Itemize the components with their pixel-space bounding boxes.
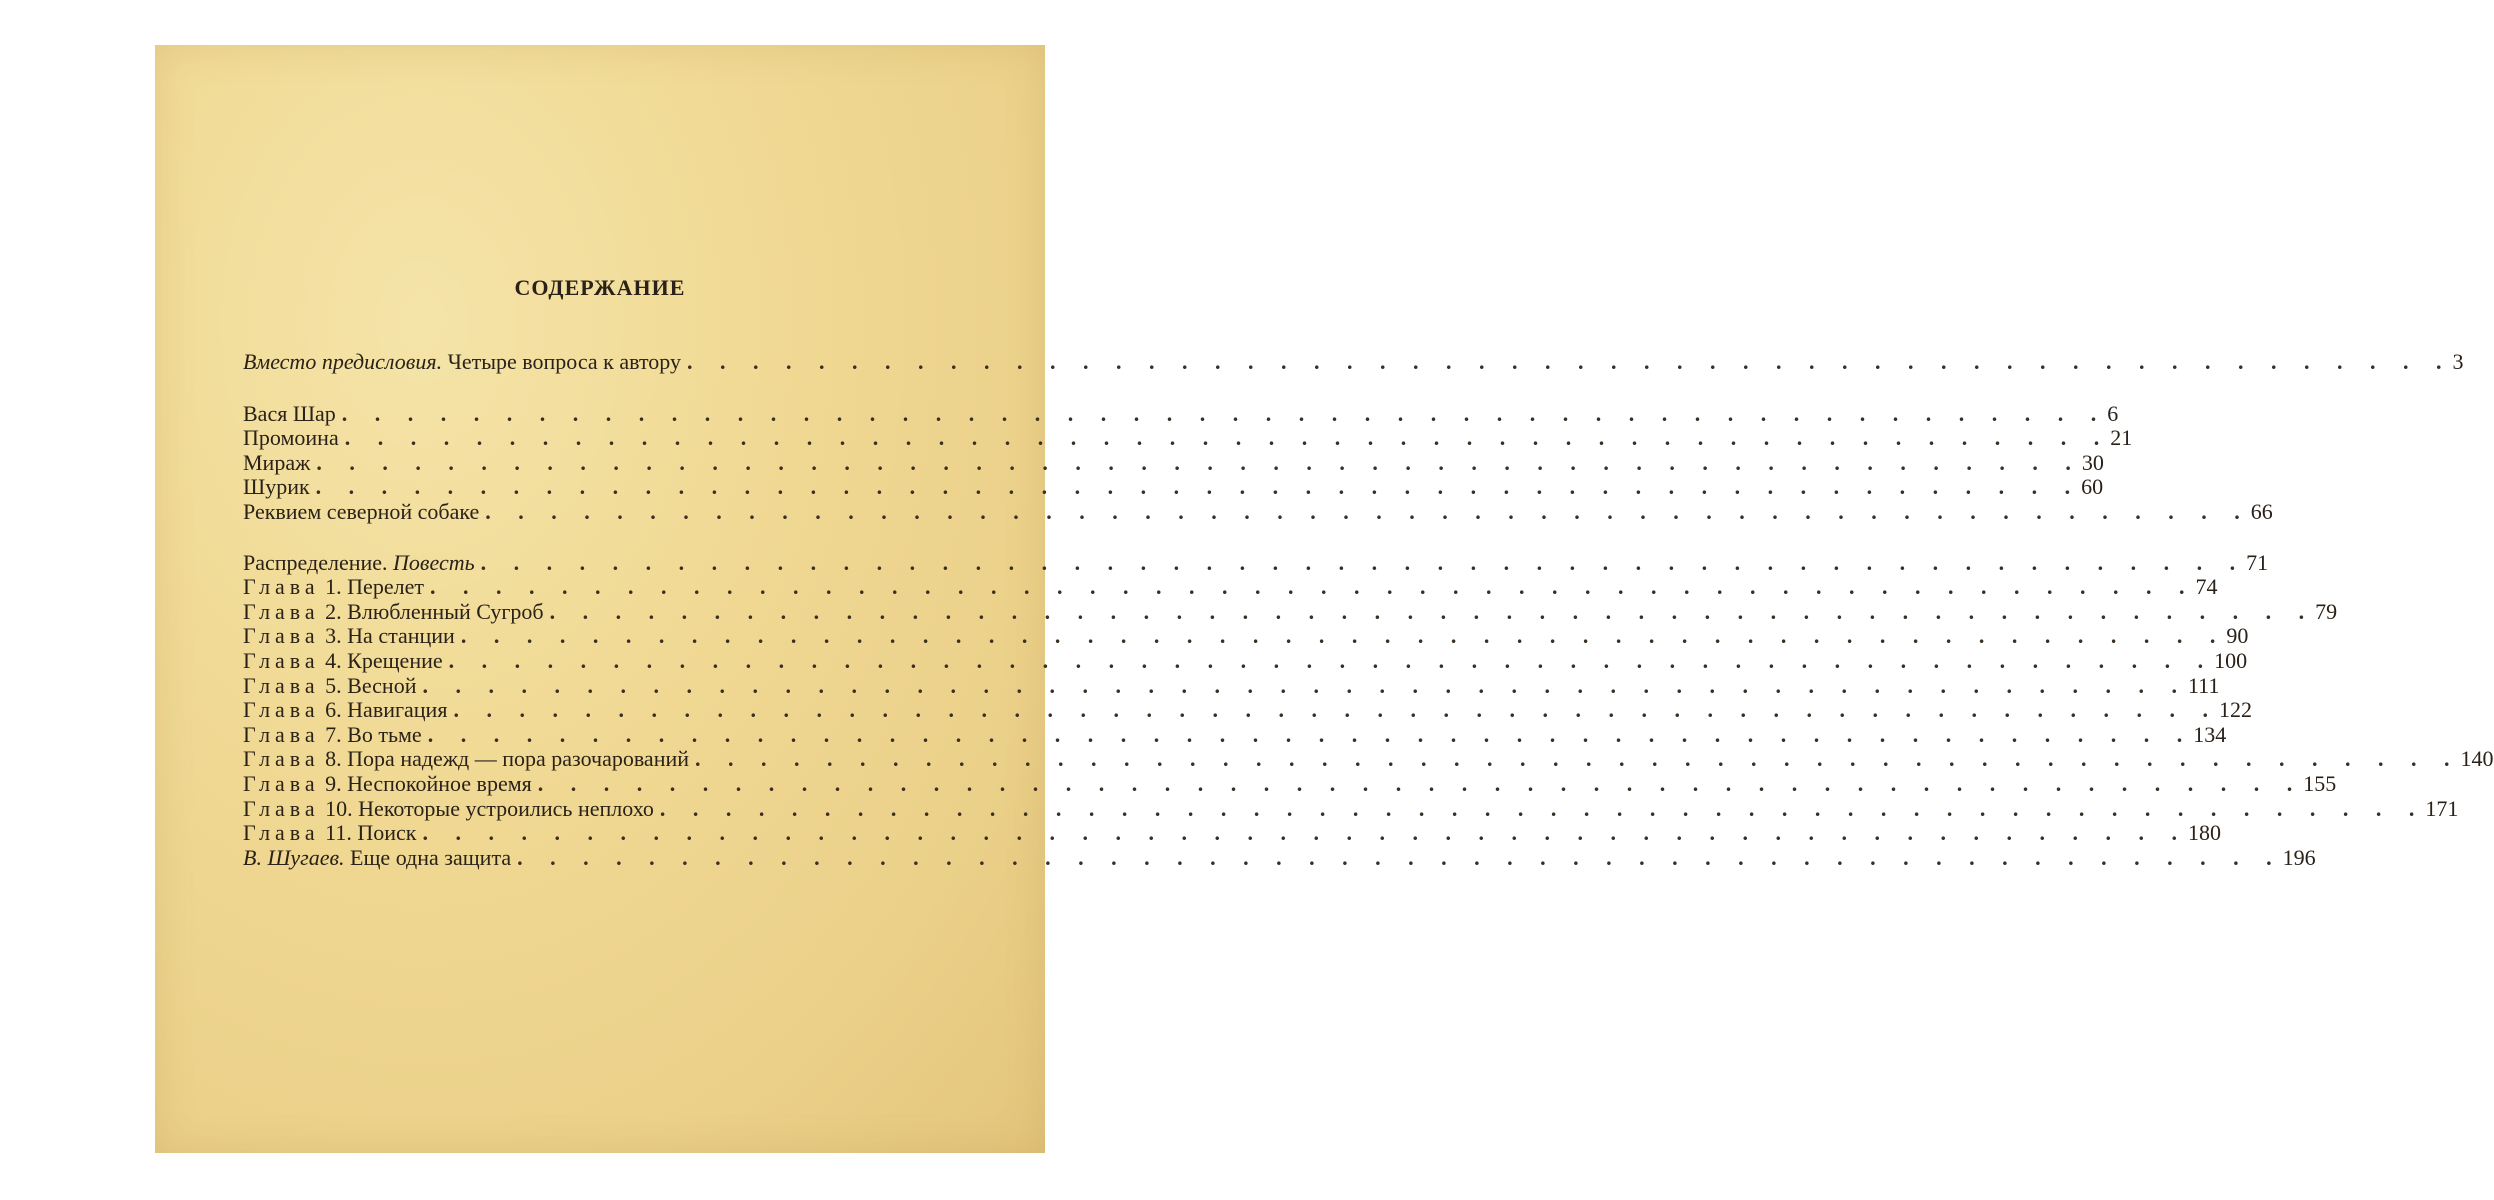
chapter-prefix: Глава xyxy=(243,623,320,649)
toc-entry-preface xyxy=(243,349,2464,375)
toc-entry-label xyxy=(243,551,481,576)
page-number: 171 xyxy=(2425,795,2459,821)
page-number: 66 xyxy=(2250,498,2273,524)
dot-leader: . . . . . . . . . . . . . . . . . . . . . . . . . . . . . . . . . . . . . . . . . . . . . . . . . . . . . . xyxy=(686,349,2453,374)
toc-entry-chapter xyxy=(243,820,2221,846)
toc-entry-afterword xyxy=(243,844,2316,871)
section-gap xyxy=(243,525,989,551)
toc-entry-story xyxy=(243,474,2104,500)
page-number: 71 xyxy=(2246,549,2269,575)
toc-entry-chapter xyxy=(243,574,2218,600)
preface-text: Четыре вопроса к автору xyxy=(442,349,681,374)
toc-entry-label: Реквием северной собаке xyxy=(243,498,480,524)
chapter-prefix: Глава xyxy=(243,746,320,772)
page-number: 155 xyxy=(2303,770,2337,796)
page-number: 30 xyxy=(2081,449,2104,475)
dot-leader: . . . . . . . . . . . . . . . . . . . . . . . . . . . . . . . . . . . . . . . . . . . . . . . . . . . . . . xyxy=(344,425,2111,451)
chapter-title: 10. Некоторые устроились неплохо xyxy=(319,795,654,821)
dot-leader: . . . . . . . . . . . . . . . . . . . . . . . . . . . . . . . . . . . . . . . . . . . . . . . . . . . . . . xyxy=(341,400,2108,426)
dot-leader: . . . . . . . . . . . . . . . . . . . . . . . . . . . . . . . . . . . . . . . . . . . . . . . . . . . . . . xyxy=(453,697,2219,723)
page-number: 6 xyxy=(2107,400,2119,426)
chapter-title: 5. Весной xyxy=(319,672,417,698)
chapter-prefix: Глава xyxy=(243,697,320,723)
toc-entry-label: Промоина xyxy=(243,425,339,451)
toc-entry-label xyxy=(243,600,550,625)
toc-entry-label xyxy=(243,350,687,375)
page-number: 74 xyxy=(2195,574,2218,600)
page-number: 90 xyxy=(2226,623,2249,649)
toc-entry-label xyxy=(243,747,695,772)
dot-leader: . . . . . . . . . . . . . . . . . . . . . . . . . . . . . . . . . . . . . . . . . . . . . . . . . . . . . . xyxy=(427,721,2194,747)
chapter-prefix: Глава xyxy=(243,795,320,821)
afterword-italic: В. Шугаев. xyxy=(243,844,345,870)
chapter-prefix: Глава xyxy=(243,721,320,747)
toc-entry-label xyxy=(243,575,430,600)
afterword-text: Еще одна защита xyxy=(344,844,512,870)
preface-italic: Вместо предисловия. xyxy=(243,349,443,374)
chapter-title: 11. Поиск xyxy=(319,820,417,846)
page-number: 21 xyxy=(2110,425,2133,451)
page-number: 111 xyxy=(2187,672,2220,698)
chapter-title: 6. Навигация xyxy=(319,697,448,723)
toc-entry-story xyxy=(243,425,2133,451)
table-of-contents xyxy=(243,349,2494,870)
page-number: 100 xyxy=(2214,647,2248,673)
novel-italic: Повесть xyxy=(393,549,475,575)
book-page xyxy=(155,45,2494,1153)
page-number: 196 xyxy=(2282,844,2316,870)
page-number: 79 xyxy=(2315,598,2338,624)
dot-leader: . . . . . . . . . . . . . . . . . . . . . . . . . . . . . . . . . . . . . . . . . . . . . . . . . . . . . . xyxy=(315,474,2082,500)
toc-entry-chapter xyxy=(243,770,2337,797)
page-number: 122 xyxy=(2218,697,2252,723)
toc-entry-label xyxy=(243,674,422,699)
chapter-prefix: Глава xyxy=(243,820,320,846)
toc-entry-label xyxy=(243,846,517,871)
novel-text: Распределение. xyxy=(243,549,394,575)
page-number: 180 xyxy=(2187,820,2221,846)
toc-entry-chapter xyxy=(243,697,2252,723)
page-number: 134 xyxy=(2193,721,2227,747)
chapter-prefix: Глава xyxy=(243,770,320,796)
toc-entry-label xyxy=(243,723,428,748)
chapter-prefix: Глава xyxy=(243,647,320,673)
toc-entry-chapter xyxy=(243,647,2248,674)
chapter-title: 1. Перелет xyxy=(319,574,424,600)
toc-entry-label: Мираж xyxy=(243,449,311,475)
chapter-title: 9. Неспокойное время xyxy=(319,770,532,796)
dot-leader: . . . . . . . . . . . . . . . . . . . . . . . . . . . . . . . . . . . . . . . . . . . . . . . . . . . . . . xyxy=(659,795,2426,821)
toc-entry-label xyxy=(243,698,453,723)
section-gap xyxy=(243,375,989,402)
toc-entry-label xyxy=(243,772,538,797)
page-number: 60 xyxy=(2081,474,2104,500)
toc-entry-label xyxy=(243,821,422,846)
dot-leader: . . . . . . . . . . . . . . . . . . . . . . . . . . . . . . . . . . . . . . . . . . . . . . . . . . . . . . xyxy=(480,549,2247,575)
dot-leader: . . . . . . . . . . . . . . . . . . . . . . . . . . . . . . . . . . . . . . . . . . . . . . . . . . . . . . xyxy=(460,623,2227,649)
chapter-title: 8. Пора надежд — пора разочарований xyxy=(319,746,690,772)
toc-entry-chapter xyxy=(243,672,2220,699)
dot-leader: . . . . . . . . . . . . . . . . . . . . . . . . . . . . . . . . . . . . . . . . . . . . . . . . . . . . . . xyxy=(485,498,2251,524)
toc-entry-story xyxy=(243,449,2104,476)
dot-leader: . . . . . . . . . . . . . . . . . . . . . . . . . . . . . . . . . . . . . . . . . . . . . . . . . . . . . . xyxy=(316,449,2082,475)
chapter-title: 2. Влюбленный Сугроб xyxy=(319,598,544,624)
toc-entry-chapter xyxy=(243,795,2459,822)
chapter-prefix: Глава xyxy=(243,598,320,624)
dot-leader: . . . . . . . . . . . . . . . . . . . . . . . . . . . . . . . . . . . . . . . . . . . . . . . . . . . . . . xyxy=(422,820,2188,846)
dot-leader: . . . . . . . . . . . . . . . . . . . . . . . . . . . . . . . . . . . . . . . . . . . . . . . . . . . . . . xyxy=(537,770,2304,796)
toc-entry-label xyxy=(243,649,449,674)
toc-entry-label: Шурик xyxy=(243,474,310,500)
dot-leader: . . . . . . . . . . . . . . . . . . . . . . . . . . . . . . . . . . . . . . . . . . . . . . . . . . . . . . xyxy=(429,574,2196,600)
dot-leader: . . . . . . . . . . . . . . . . . . . . . . . . . . . . . . . . . . . . . . . . . . . . . . . . . . . . . . xyxy=(448,647,2215,673)
toc-entry-chapter xyxy=(243,598,2338,625)
toc-entry-novel xyxy=(243,549,2269,576)
toc-entry-story xyxy=(243,498,2273,525)
chapter-title: 4. Крещение xyxy=(319,647,443,673)
dot-leader: . . . . . . . . . . . . . . . . . . . . . . . . . . . . . . . . . . . . . . . . . . . . . . . . . . . . . . xyxy=(695,746,2461,772)
toc-entry-story xyxy=(243,400,2119,427)
page-number: 140 xyxy=(2460,746,2494,772)
chapter-prefix: Глава xyxy=(243,672,320,698)
chapter-title: 7. Во тьме xyxy=(319,721,422,747)
dot-leader: . . . . . . . . . . . . . . . . . . . . . . . . . . . . . . . . . . . . . . . . . . . . . . . . . . . . . . xyxy=(549,598,2316,624)
toc-entry-chapter xyxy=(243,746,2494,772)
page-number: 3 xyxy=(2452,349,2464,374)
dot-leader: . . . . . . . . . . . . . . . . . . . . . . . . . . . . . . . . . . . . . . . . . . . . . . . . . . . . . . xyxy=(517,844,2283,870)
toc-entry-chapter xyxy=(243,721,2227,748)
toc-entry-label xyxy=(243,797,660,822)
toc-entry-label: Вася Шар xyxy=(243,400,336,426)
page-title: СОДЕРЖАНИЕ xyxy=(514,275,686,300)
dot-leader: . . . . . . . . . . . . . . . . . . . . . . . . . . . . . . . . . . . . . . . . . . . . . . . . . . . . . . xyxy=(422,672,2188,698)
chapter-prefix: Глава xyxy=(243,574,320,600)
chapter-title: 3. На станции xyxy=(319,623,455,649)
toc-entry-label xyxy=(243,624,461,649)
toc-entry-chapter xyxy=(243,623,2249,649)
